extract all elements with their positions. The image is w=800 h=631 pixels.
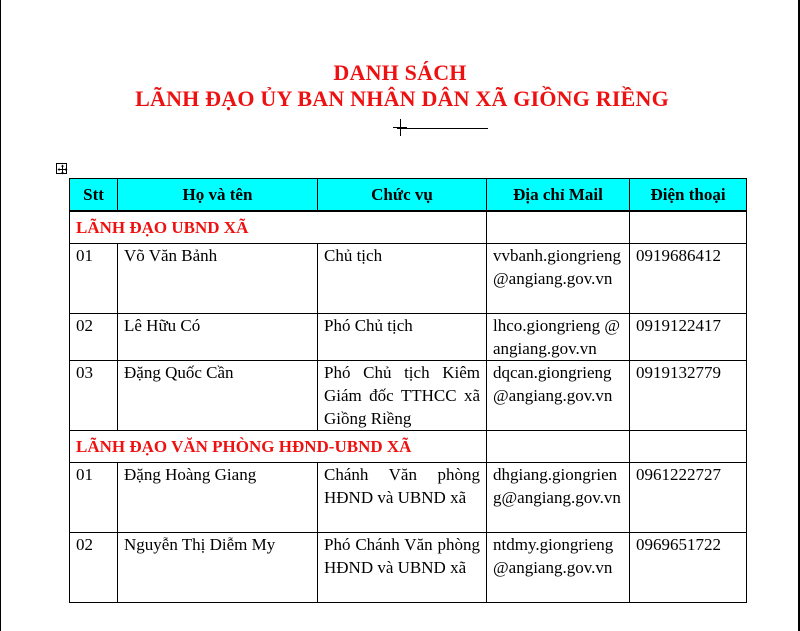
- title-underline: [397, 128, 488, 129]
- cell-role: Phó Chủ tịch: [318, 314, 487, 361]
- table-row: [70, 533, 747, 603]
- table-move-handle-icon[interactable]: [56, 163, 67, 174]
- title-line-2: LÃNH ĐẠO ỦY BAN NHÂN DÂN XÃ GIỒNG RIỀNG: [135, 86, 669, 111]
- cell-phone: 0919122417: [630, 314, 747, 361]
- table-row: [70, 361, 747, 431]
- section-label: LÃNH ĐẠO UBND XÃ: [76, 218, 249, 237]
- title-line-1: DANH SÁCH: [333, 60, 467, 85]
- cell-stt: 02: [70, 533, 118, 603]
- cell-mail: vvbanh.giongrieng@angiang.gov.vn: [487, 244, 630, 314]
- cell-phone: 0961222727: [630, 463, 747, 533]
- cell-name: Nguyễn Thị Diễm My: [118, 533, 318, 603]
- cell-mail: lhco.giongrieng @angiang.gov.vn: [487, 314, 630, 361]
- header-role: Chức vụ: [318, 179, 487, 212]
- cell-phone: 0919686412: [630, 244, 747, 314]
- cell-stt: 02: [70, 314, 118, 361]
- cell-name: Võ Văn Bảnh: [118, 244, 318, 314]
- cell-role: Phó Chánh Văn phòng HĐND và UBND xã: [318, 533, 487, 603]
- cell-role: Chánh Văn phòng HĐND và UBND xã: [318, 463, 487, 533]
- cell-mail: dqcan.giongrieng @angiang.gov.vn: [487, 361, 630, 431]
- cell-name: Đặng Quốc Cần: [118, 361, 318, 431]
- cell-phone: 0969651722: [630, 533, 747, 603]
- cell-stt: 03: [70, 361, 118, 431]
- header-stt: Stt: [70, 179, 118, 212]
- cell-mail: dhgiang.giongrieng@angiang.gov.vn: [487, 463, 630, 533]
- table-row: [70, 314, 747, 361]
- table-row: [70, 463, 747, 533]
- section-row-vanphong: [70, 431, 747, 463]
- cell-mail: ntdmy.giongrieng @angiang.gov.vn: [487, 533, 630, 603]
- cell-role: Phó Chủ tịch Kiêm Giám đốc TTHCC xã Giồng Riềng: [318, 361, 487, 431]
- header-name: Họ và tên: [118, 179, 318, 212]
- table-header-row: [70, 179, 747, 212]
- header-phone: Điện thoại: [630, 179, 747, 212]
- document-title: [0, 60, 800, 112]
- cell-stt: 01: [70, 244, 118, 314]
- cell-role: Chủ tịch: [318, 244, 487, 314]
- cell-stt: 01: [70, 463, 118, 533]
- cell-name: Đặng Hoàng Giang: [118, 463, 318, 533]
- text-cursor-horizontal: [393, 127, 407, 128]
- cell-name: Lê Hữu Có: [118, 314, 318, 361]
- leadership-table: [69, 178, 747, 603]
- header-mail: Địa chỉ Mail: [487, 179, 630, 212]
- table-row: [70, 244, 747, 314]
- section-row-ubnd: [70, 211, 747, 244]
- section-label: LÃNH ĐẠO VĂN PHÒNG HĐND-UBND XÃ: [76, 437, 412, 456]
- cell-phone: 0919132779: [630, 361, 747, 431]
